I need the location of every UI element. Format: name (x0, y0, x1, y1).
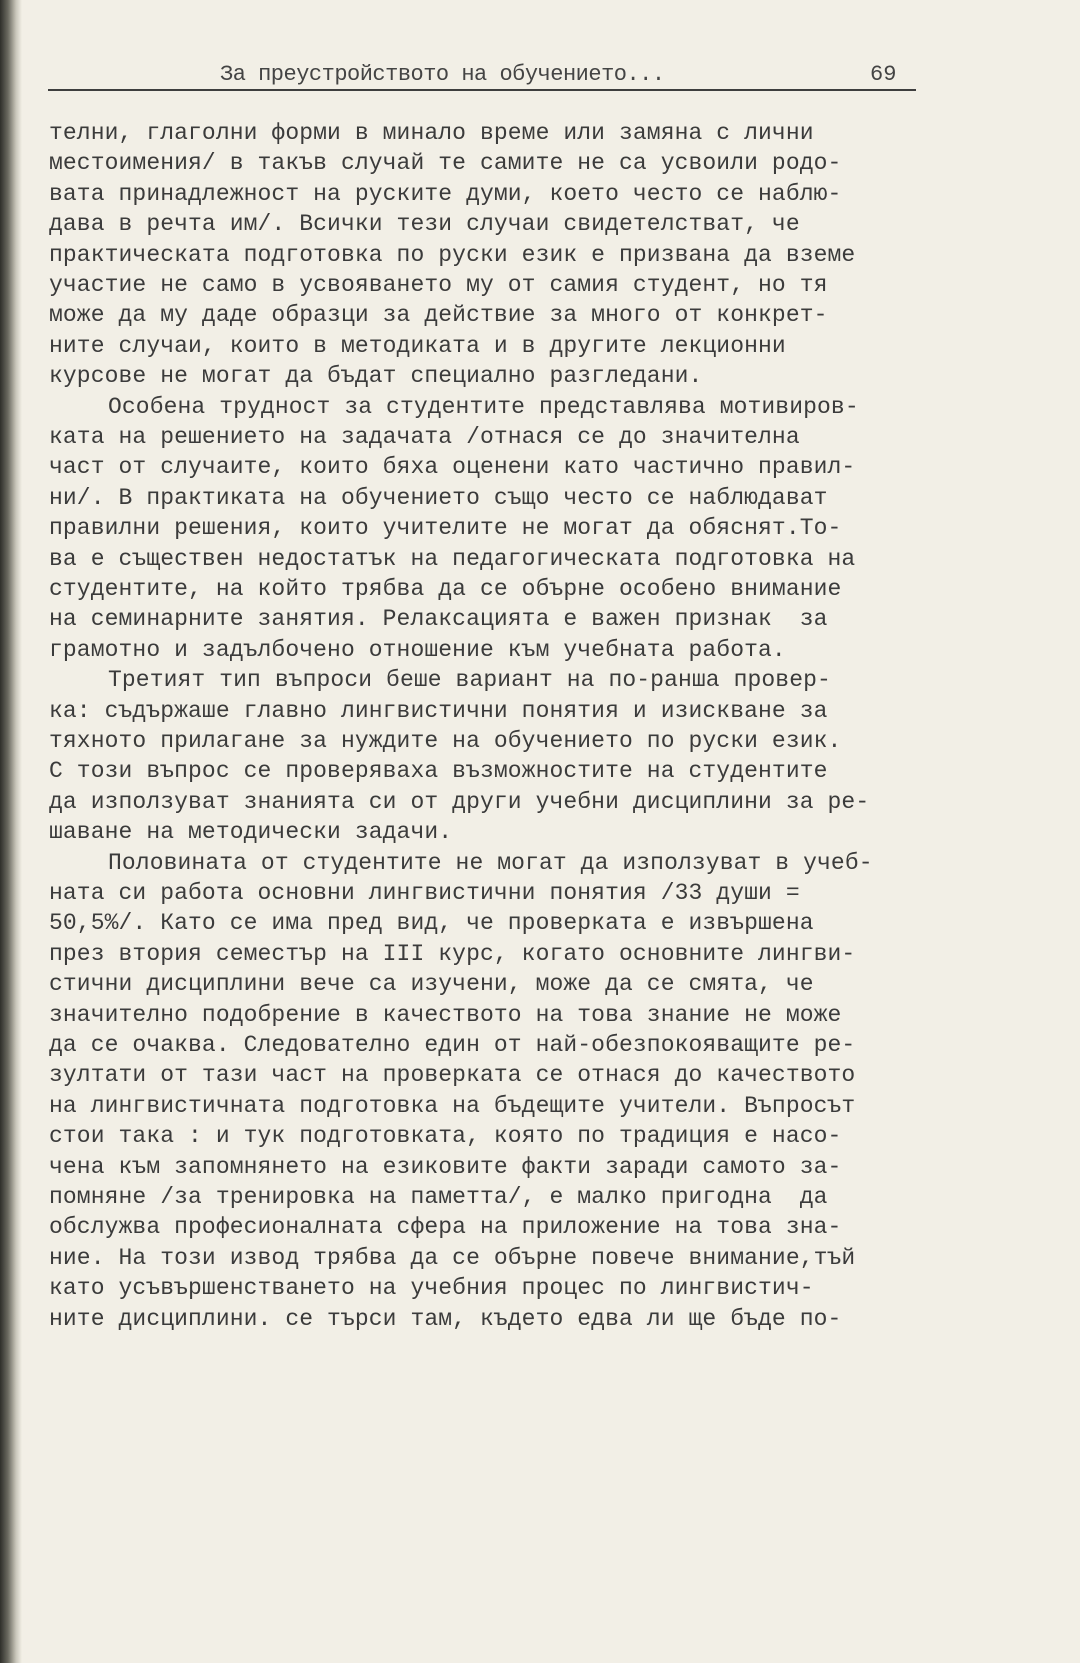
text-line: като усъвършенстването на учебния процес по лингвистич- (49, 1275, 814, 1302)
text-line: ние. На този извод трябва да се обърне повече внимание,тъй (49, 1244, 856, 1271)
text-line: през втория семестър на III курс, когато основните лингви- (49, 940, 856, 967)
text-line: Половината от студентите не могат да използуват в учеб- (108, 849, 873, 876)
text-line: чена към запомнянето на езиковите факти заради самото за- (49, 1153, 842, 1180)
text-line: на лингвистичната подготовка на бъдещите учители. Въпросът (49, 1092, 856, 1119)
text-line: да използуват знанията си от други учебни дисциплини за ре- (49, 788, 870, 815)
text-line: ните дисциплини. се търси там, където едва ли ще бъде по- (49, 1305, 842, 1332)
text-line: стични дисциплини вече са изучени, може да се смята, че (49, 971, 814, 998)
text-line: ни/. В практиката на обучението също често се наблюдават (49, 484, 828, 511)
text-line: местоимения/ в такъв случай те самите не са усвоили родо- (49, 150, 842, 177)
text-line: стои така : и тук подготовката, която по традиция е насо- (49, 1123, 842, 1150)
book-binding-edge (0, 0, 22, 1663)
text-line: студентите, на който трябва да се обърне особено внимание (49, 576, 842, 602)
text-line: може да му даде образци за действие за много от конкрет- (49, 302, 828, 329)
text-line: ка: съдържаше главно лингвистични понятия и изискване за (49, 697, 828, 724)
text-line: значително подобрение в качеството на това знание не може (49, 1001, 842, 1028)
text-line: 50,5%/. Като се има пред вид, че проверката е извършена (49, 910, 814, 937)
text-line: практическата подготовка по руски език е призвана да вземе (49, 241, 856, 268)
text-line: ната си работа основни лингвистични понятия /33 души = (49, 880, 800, 906)
text-line: вата принадлежност на руските думи, което често се наблю- (49, 180, 842, 207)
text-line: дава в речта им/. Всички тези случаи свидетелстват, че (49, 211, 800, 238)
text-line: Третият тип въпроси беше вариант на по-ранша провер- (108, 667, 831, 694)
text-line: ните случаи, които в методиката и в другите лекционни (49, 332, 786, 359)
text-line: С този въпрос се проверяваха възможностите на студентите (49, 758, 828, 785)
text-line: курсове не могат да бъдат специално разгледани. (49, 363, 703, 390)
text-line: обслужва професионалната сфера на приложение на това зна- (49, 1214, 842, 1241)
text-line: да се очаква. Следователно един от най-обезпокояващите ре- (49, 1032, 856, 1058)
text-line: на семинарните занятия. Релаксацията е важен признак за (49, 606, 828, 633)
running-header-title: За преустройството на обучението... (220, 62, 665, 87)
header-rule (48, 89, 916, 91)
text-line: ката на решението на задачата /отнася се до значителна (49, 424, 800, 450)
text-line: част от случаите, които бяха оценени като частично правил- (49, 454, 856, 481)
text-line: ва е съществен недостатък на педагогическата подготовка на (49, 545, 856, 572)
text-line: Особена трудност за студентите представлява мотивиров- (108, 393, 859, 420)
text-line: тяхното прилагане за нуждите на обучението по руски език. (49, 728, 842, 754)
page-number: 69 (870, 62, 897, 87)
text-line: грамотно и задълбочено отношение към учебната работа. (49, 636, 786, 663)
text-line: шаване на методически задачи. (49, 819, 453, 846)
text-line: помняне /за тренировка на паметта/, е малко пригодна да (49, 1184, 828, 1210)
text-line: правилни решения, които учителите не могат да обяснят.То- (49, 515, 842, 542)
text-line: зултати от тази част на проверката се отнася до качеството (49, 1062, 856, 1089)
text-line: телни, глаголни форми в минало време или замяна с лични (49, 120, 814, 146)
text-line: участие не само в усвояването му от самия студент, но тя (49, 272, 828, 298)
